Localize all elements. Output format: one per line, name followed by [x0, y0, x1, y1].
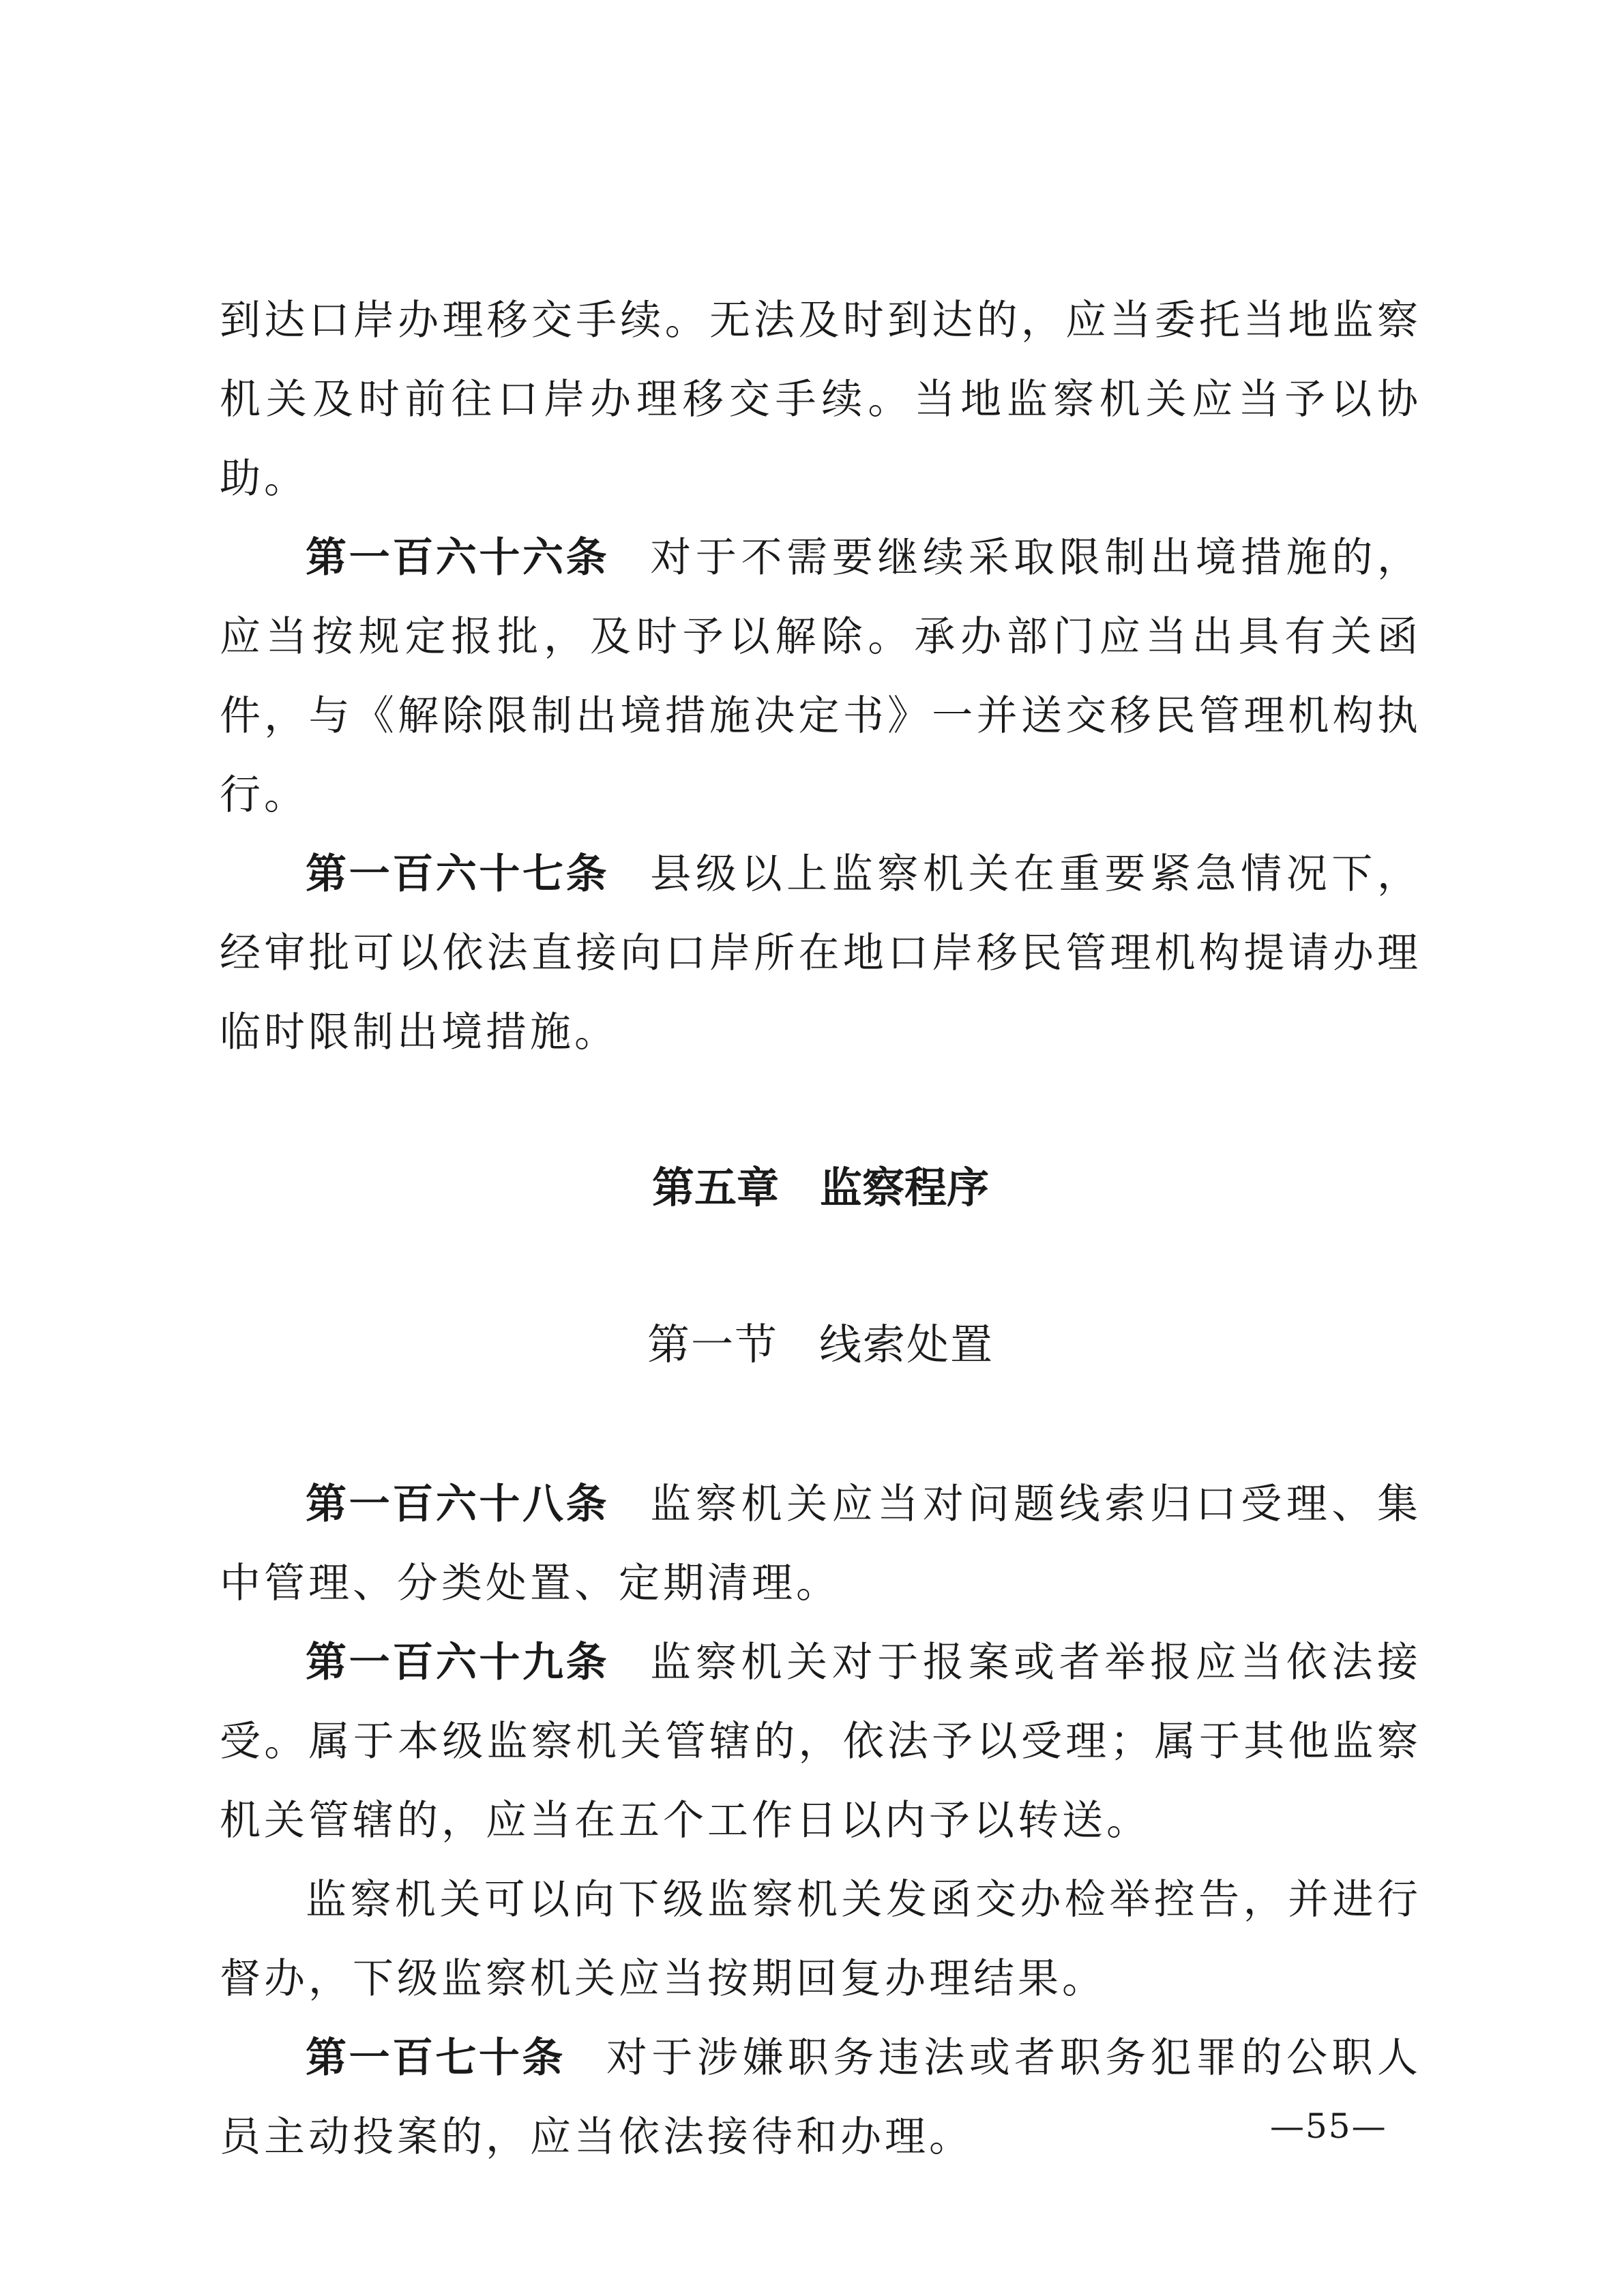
- paragraph-text: 监察机关应当对问题线索归口受理、集中管理、分类处置、定期清理。: [220, 1480, 1422, 1607]
- paragraph-continued: [220, 281, 1421, 518]
- paragraph-text: 对于不需要继续采取限制出境措施的，应当按规定报批，及时予以解除。承办部门应当出具有关函件，与《解除限制出境措施决定书》一并送交移民管理机构执行。: [220, 534, 1422, 819]
- article-169-continued: [220, 1860, 1421, 2018]
- article-number: 第一百七十条: [306, 2034, 565, 2082]
- paragraph-text: 对于涉嫌职务违法或者职务犯罪的公职人员主动投案的，应当依法接待和办理。: [220, 2034, 1422, 2161]
- article-168: [220, 1465, 1421, 1623]
- section-title: 线索处置: [819, 1320, 994, 1369]
- article-number: 第一百六十八条: [306, 1480, 610, 1528]
- article-167: [220, 835, 1421, 1072]
- paragraph-text: 监察机关对于报案或者举报应当依法接受。属于本级监察机关管辖的，依法予以受理；属于其他监察机关管辖的，应当在五个工作日以内予以转送。: [220, 1639, 1422, 1845]
- chapter-number: 第五章: [651, 1163, 779, 1212]
- section-number: 第一节: [647, 1320, 778, 1369]
- page-number: —55—: [1270, 2106, 1387, 2146]
- paragraph-text: 县级以上监察机关在重要紧急情况下，经审批可以依法直接向口岸所在地口岸移民管理机构提请办理临时限制出境措施。: [220, 850, 1422, 1056]
- chapter-heading: [220, 1148, 1421, 1227]
- article-166: [220, 518, 1421, 835]
- article-number: 第一百六十六条: [306, 534, 610, 582]
- section-heading: [220, 1305, 1421, 1384]
- document-body: [220, 281, 1421, 2177]
- article-169: [220, 1623, 1421, 1860]
- article-number: 第一百六十七条: [306, 850, 610, 898]
- chapter-title: 监察程序: [820, 1163, 990, 1212]
- article-170: [220, 2018, 1421, 2177]
- article-number: 第一百六十九条: [306, 1639, 610, 1686]
- paragraph-text: 到达口岸办理移交手续。无法及时到达的，应当委托当地监察机关及时前往口岸办理移交手续。当地监察机关应当予以协助。: [220, 297, 1421, 503]
- paragraph-text: 监察机关可以向下级监察机关发函交办检举控告，并进行督办，下级监察机关应当按期回复办理结果。: [220, 1876, 1421, 2003]
